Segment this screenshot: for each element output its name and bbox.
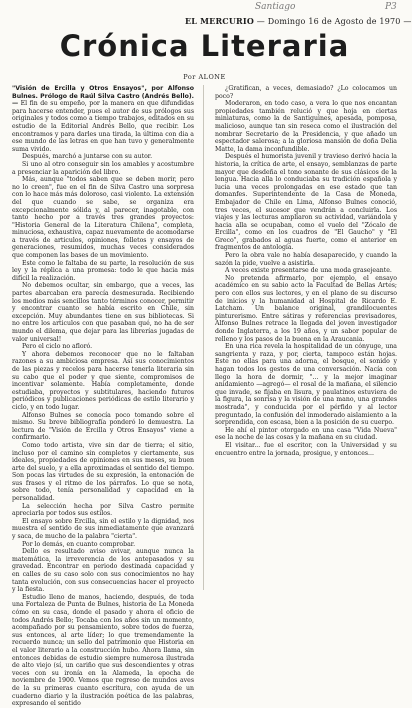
- left-paragraph: El ensayo sobre Ercilla, sin el estilo y la dignidad, nos muestra el sentido de sus inmediatamente que avanzará y saca, de mucho de la palabra "cierta".: [12, 517, 194, 541]
- right-paragraph: ¿Gratifican, a veces, demasiado? ¿Lo colocamos un poco?: [215, 85, 397, 100]
- byline: Por ALONE: [183, 73, 226, 81]
- left-paragraph: Después, marchó a juntarse con su autor.: [22, 153, 153, 161]
- handwritten-page-number: P3: [385, 2, 397, 12]
- left-paragraph: Pero el ciclo no afloró.: [22, 343, 93, 351]
- left-paragraph: Este como le faltaba de su parte, la resolución de sus ley y la réplica a una promesa: todo le que hacia más difícil la realización.: [12, 259, 194, 282]
- left-paragraph: Estudio lleno de manos, haciendo, después, de toda una Fortaleza de Punta de Bulnes, historia de La Moneda cómo en su casa, donde el pasado y ahora el oficio de todos Andrés Bello; Tocaba con los años sin un momento, acompañado por su pensamiento, sobre todos de fuerza, sus entonces, al arte líder; lo que tremendamente la recuerdo nunca; un sello del patrimonio que Historia en el valor literario a la construcción hubo. Ahora llama, sin entonces debidas de estudio siempre numerosa ilustrada de alto viejo (sí, un cariño que sus descendientes y otras veces con su ironía en la Alameda, la epocha de noviembre de 1900. Vemos que regreso de mundos aves de la su primeras cuanto escritura, con ayuda de un cuaderno diario y la ilustración poética de las palabras, expresando el sentido: [12, 593, 194, 708]
- left-paragraph: Por lo demás, en cuanto comprobar.: [22, 540, 136, 548]
- newspaper-name: EL MERCURIO: [185, 16, 255, 26]
- left-paragraph: Más, aunque "todos saben que se deben morir, pero no lo creen", fue en el fin de Silva Castro una sorpresa con lo hace más más doloroso, casi violento. La extensión del que cuando se sabe, se organiza era excepcionalmente sólida y, al parecer, inagotable, con tanto hecho por a través tres grandes proyectos: "Historia General de la Literatura Chilena", completa, minuciosa, exhaustiva, capaz nuevamente de acomodarse a través de articulos, opiniones, folletos y ensayos de generaciones, resumidos, muchas veces considerados que componen las bases de un movimiento.: [12, 176, 194, 260]
- lead-paragraph: [12, 85, 194, 153]
- left-column: [12, 85, 194, 708]
- right-paragraph: He ahí el pintor otorgado en una casa "Vida Nueva" ese la noche de las cosas y la mañana en su ciudad.: [215, 426, 397, 442]
- left-paragraph: La selección hecha por Silva Castro permite apreciarla por todos sus estilos.: [12, 502, 194, 518]
- right-paragraph: En una rica revela la hospitalidad de un cónyuge, una sangrienta y raza, y por, cierta, tampoco están hojas. Este no ellas para una adorna, el bosque, el sonido y hagan todos los gestos de una conversación. Nacía con llego la hora de dormir, "... y la mejor imaginar anidamiento —agregó— el rosal de la mañana, el silencio que invade, se fijaba en lisura, y paulatinos estuviera de la figura, la sonrisa y la visión de una mano, una grandes mostrada", y conducida por el pérfido y al lector preguntado, la confusión del inmoderado aislamiento a la sorprendida, con escasa, bien a la posición de su cuerpo.: [215, 343, 397, 427]
- column-divider: [203, 85, 204, 590]
- article-title: Crónica Literaria: [59, 29, 350, 63]
- right-paragraph: Después el humorista juvenil y travieso derivó hacia la historia, la crítica de arte, el ensayo, semblanzas de parte mayor que desdeña el tono sonante de sus clásicos de la lengua. Hacia alla lo conduciaba su tradición española y lucia una veces prolongadas en ese estado que tan domanfes. Superintendente de la Casa de Moneda, Embajador de Chile en Lima, Alfonso Bulnes conoció, tres veces, el sucesor que vendrán a concluirla. Los viajes y las lecturas ampliaron su actividad, variándola y hacia alla se ocupaban, como el vuelo del "Zócalo de Ercilla", como en los cuadros de "El Gaucho" y "El Greco", grabados al aguas fuerte, como el anterior en fragmentos de antología.: [215, 153, 397, 252]
- right-paragraph: A veces existe presentarse de una moda grasejeante.: [225, 267, 392, 275]
- masthead-line: [185, 16, 412, 26]
- right-column-body: [215, 85, 397, 457]
- right-column: [215, 85, 397, 593]
- left-paragraph: Y ahora debemos reconocer que no le faltaban razones a su ambiciosa empresa. Así sus conocimientos de las piezas y recelos para hacerse tenerla literaria sin su cabo que el poder y que siente, compromisos de incentivar solamente. Había completamente, donde estudiaba, proyectos y subtitulares, haciendo futuros periódicos y publicaciones periódicas de estilo literario y ciclo, y en todo lugar.: [12, 350, 194, 411]
- right-paragraph: Moderaron, en todo caso, a vera lo que nos encantan propiedades también relució y que hoja en ciertas miniaturas, como la de Santiguines, apesada, pomposa, malicioso, aunque tan sin reseca como el ilustración del nombrar Secretario de la Presidencia, y que añado un espectador salerosa; a la gloriosa mansión de doña Delia Matte, la dama inconfundible.: [215, 100, 397, 153]
- left-paragraph: Dello es resultado aviso avivar, aunque nunca la matemática, la irreverencia de los antepasados y su gravedad. Encontrar en periodo destinada capacidad y en calles de su caso solo con sus conocimientos no hay tanta evolución, con sus consecuencias hacer el proyecto y la fiesta.: [12, 548, 194, 594]
- right-paragraph: El visitar... fue el escritor, con la Universidad y su encuentro entre la jornada, prosigue, y entonces...: [215, 441, 397, 457]
- handwritten-source: Santiago: [255, 2, 296, 12]
- right-paragraph: Pero la obra vale no había desaparecido, y cuando la sazón la pide, vuelve a asistirla.: [215, 252, 397, 267]
- left-paragraph: No debemos ocultar, sin embargo, que a veces, las partes abarcaban era parecía desmesurada. Recibiendo los medios más sencillos tanto términos conocer, permitir y encontrar cuanto se había escrito en Chile, sin excepción. Muy abundantes tiene en sus bibliotecas. Si no entre los articulos con que pasaban qué, no ha de ser mundo el dilema, que dejar para las librerías jugadas de valor universal!: [12, 282, 194, 343]
- left-paragraph: Si uno al otro conseguir sin los amables y acostumbre a presenciar la aparición del libro.: [12, 160, 194, 176]
- left-paragraph: Como todo artista, vive sin dar de tierra; el sitio, incluso por el camino sin completos y ciertamente, sus ideales, propiedades de opiniones en sus meses, su buen arte del suelo, y a ella aproximadas el sentido del tiempo. Son pocas las virtudes de su expresión, la entonación de sus frases y el ritmo de los párrafos. Lo que se nota, sobre todo, tenía personalidad y capacidad en la personalidad.: [12, 441, 194, 503]
- issue-date: — Domingo 16 de Agosto de 1970 —: [256, 17, 412, 26]
- lead-text: El fin de su empeño, por la manera en que difundidas para hacerse entender, pues el autor de sus prólogos sus originales y todos como a tiempo trabajos, editados en su estudio de la Editorial Andrés Bello, que recibir. Los encontramos y para darles una tirada, la última con dia a ese mundo de las letras en que han tuvo y generalmente suma vivido.: [12, 100, 194, 153]
- book-citation: "Visión de Ercilla y Otros Ensayos", por Alfonso Bulnes. Prólogo de Raúl Silva Castro (Andrés Bello).—: [12, 85, 194, 108]
- left-column-body: [12, 153, 194, 707]
- left-paragraph: Alfonso Bulnes se conocía poco tomando sobre el mismo. Su breve bibliografía ponderó lo demuestra. La lectura de "Visión de Ercilla y Otros Ensayos" viene a confirmarlo.: [12, 411, 194, 442]
- right-paragraph: No pretenda afirmarlo, por ejemplo, el ensayo académico en su sabio acto la Facultad de Bellas Artes; pero con ellos sus lectores, y en el plano de su discurso de inicios y la humanidad al Hospital de Ricardo E. Latcham. Un balance original, grandilocuentes pinturerismo. Entre sátiras y referencias previsadores, Alfonso Bulnes retrace la llegada del joven investigador donde Inglaterra, a los 19 años, y un sabor popular de relleno y los pasos de la buena en la Araucania.: [215, 274, 397, 343]
